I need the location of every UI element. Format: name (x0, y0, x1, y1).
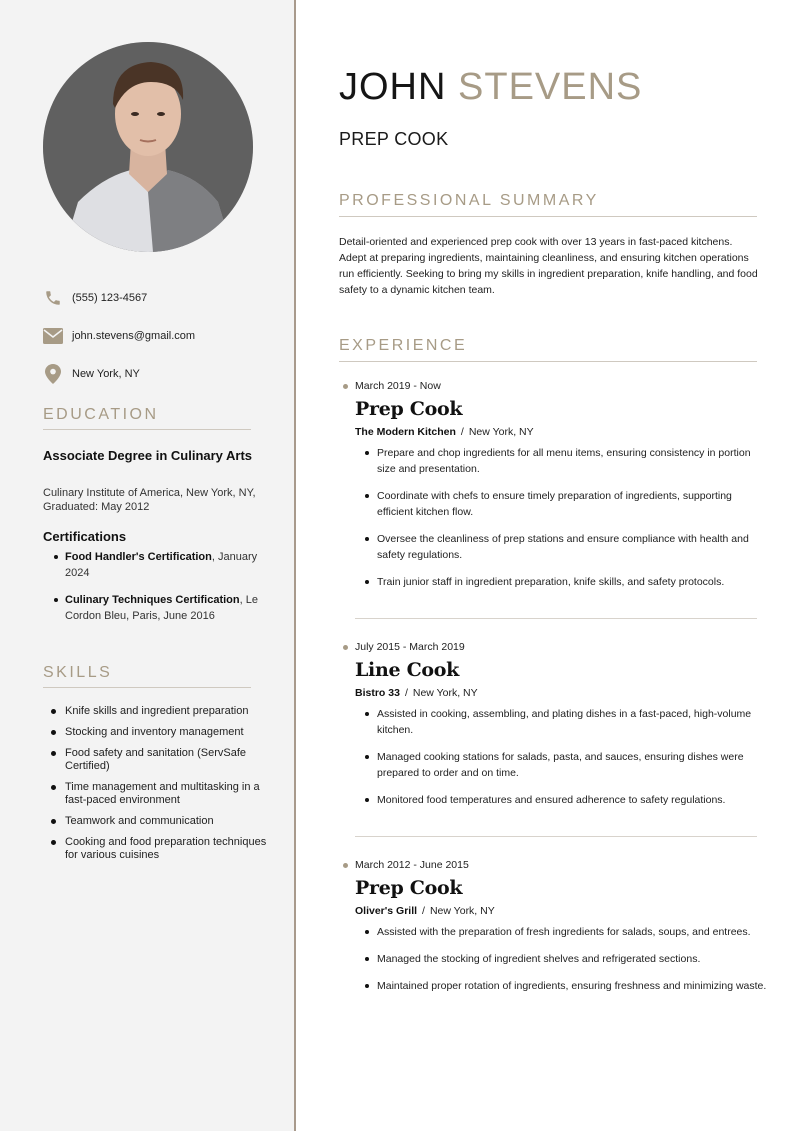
company-location: New York, NY (468, 426, 534, 438)
job-divider (355, 836, 757, 837)
company-name: Bistro 33 (355, 687, 400, 699)
map-pin-icon (43, 364, 63, 384)
contact-email (43, 325, 195, 347)
list-item: Coordinate with chefs to ensure timely preparation of ingredients, supporting efficient kitchen flow. (355, 488, 769, 520)
summary-heading: PROFESSIONAL SUMMARY (339, 192, 757, 217)
list-item: Knife skills and ingredient preparation (43, 705, 273, 718)
company-name: The Modern Kitchen (355, 426, 456, 438)
phone-text: (555) 123-4567 (72, 292, 148, 304)
job-dates: March 2012 - June 2015 (339, 859, 769, 871)
list-item: Maintained proper rotation of ingredients, ensuring freshness and minimizing waste. (355, 978, 769, 994)
list-item: Train junior staff in ingredient preparation, knife skills, and safety protocols. (355, 574, 769, 590)
list-item: Oversee the cleanliness of prep stations and ensure compliance with health and safety regulations. (355, 531, 769, 563)
job-title: Prep Cook (355, 877, 463, 899)
list-item (43, 549, 273, 581)
location-text: New York, NY (72, 368, 140, 380)
job-company-line: Bistro 33 / New York, NY (355, 687, 478, 699)
experience-entry (339, 859, 769, 1005)
job-divider (355, 618, 757, 619)
list-item: Stocking and inventory management (43, 726, 273, 739)
company-name: Oliver's Grill (355, 905, 418, 917)
list-item: Managed the stocking of ingredient shelves and refrigerated sections. (355, 951, 769, 967)
job-title: Prep Cook (355, 398, 463, 420)
main-content (296, 0, 800, 1131)
education-heading: EDUCATION (43, 406, 251, 430)
list-item: Assisted with the preparation of fresh ingredients for salads, soups, and entrees. (355, 924, 769, 940)
last-name: STEVENS (458, 66, 643, 108)
cert-detail: , January 2024 (65, 551, 258, 579)
summary-text: Detail-oriented and experienced prep cook with over 13 years in fast-paced kitchens. Adept at preparing ingredients, maintaining cleanliness, and ensuring kitchen operations run efficiently. Seeking to bring my skills in ingredient preparation, knife handling, and food safety to a dynamic kitchen team. (339, 236, 758, 296)
experience-entry (339, 380, 769, 601)
job-bullets (355, 445, 769, 590)
job-company-line: The Modern Kitchen / New York, NY (355, 426, 534, 438)
certifications-heading: Certifications (43, 529, 127, 544)
contact-phone (43, 287, 147, 309)
list-item: Cooking and food preparation techniques for various cuisines (43, 836, 273, 862)
job-bullets (355, 706, 769, 808)
cert-name: Food Handler's Certification (65, 551, 212, 563)
list-item: Monitored food temperatures and ensured adherence to safety regulations. (355, 792, 769, 808)
profile-photo (43, 42, 253, 252)
job-company-line: Oliver's Grill / New York, NY (355, 905, 495, 917)
contact-location (43, 363, 140, 385)
skills-list (43, 705, 273, 870)
list-item: Prepare and chop ingredients for all menu items, ensuring consistency in portion size and presentation. (355, 445, 769, 477)
education-degree: Associate Degree in Culinary Arts (43, 448, 253, 463)
job-title: Line Cook (355, 659, 460, 681)
certifications-list (43, 549, 273, 635)
email-text: john.stevens@gmail.com (72, 330, 196, 342)
company-location: New York, NY (429, 905, 495, 917)
job-dates: July 2015 - March 2019 (339, 641, 769, 653)
job-dates: March 2019 - Now (339, 380, 769, 392)
experience-heading: EXPERIENCE (339, 337, 757, 362)
first-name: JOHN (339, 66, 447, 108)
education-school: Culinary Institute of America, New York, NY, Graduated: May 2012 (43, 487, 256, 513)
list-item: Food safety and sanitation (ServSafe Certified) (43, 747, 273, 773)
list-item: Teamwork and communication (43, 815, 273, 828)
sidebar (0, 0, 294, 1131)
cert-name: Culinary Techniques Certification (65, 594, 240, 606)
envelope-icon (43, 326, 63, 346)
list-item (43, 592, 273, 624)
job-role: PREP COOK (339, 129, 449, 149)
phone-icon (43, 288, 63, 308)
list-item: Assisted in cooking, assembling, and plating dishes in a fast-paced, high-volume kitchen. (355, 706, 769, 738)
list-item: Time management and multitasking in a fast-paced environment (43, 781, 273, 807)
list-item: Managed cooking stations for salads, pasta, and sauces, ensuring dishes were prepared to order and on time. (355, 749, 769, 781)
experience-entry (339, 641, 769, 819)
cert-detail: , Le Cordon Bleu, Paris, June 2016 (65, 594, 258, 622)
skills-heading: SKILLS (43, 664, 251, 688)
full-name (339, 66, 642, 109)
job-bullets (355, 924, 769, 994)
company-location: New York, NY (412, 687, 478, 699)
